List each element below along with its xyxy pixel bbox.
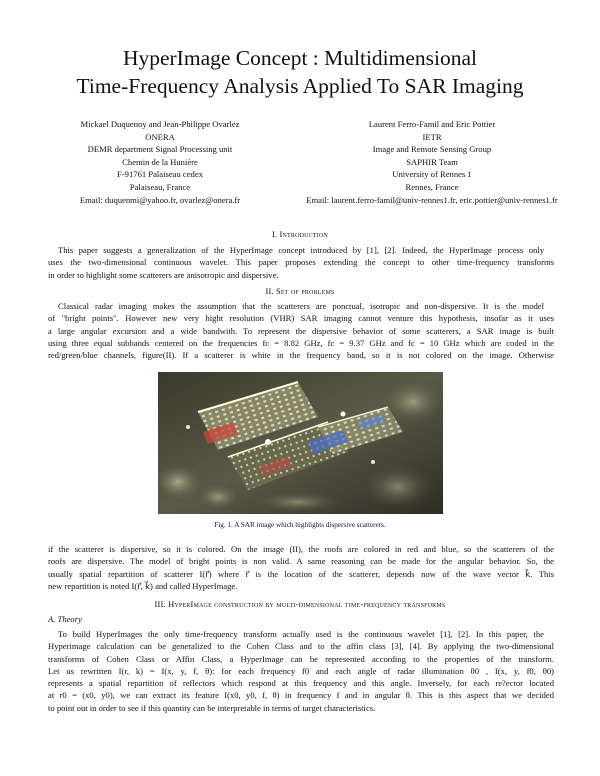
author-address: Chemin de la Hunière — [122, 156, 198, 167]
text-line: usually spatial repartition of scatterer I(r⃗) where r⃗ is the location of the scatterer, depends now of the wave vector k⃗. This — [48, 568, 554, 579]
text-line: in order to highlight some scatterers are anisotropic and dispersive. — [48, 269, 279, 280]
text-line: new repartition is noted I(r⃗, k⃗) and called HyperImage. — [48, 580, 238, 591]
section-heading-problems: II. Set of problems — [265, 287, 335, 296]
author-team: SAPHIR Team — [406, 156, 458, 167]
text-line: Hyperimage calculation can be generalized to the Cohen Class and to the affin class [3], [4]. By applying the two-dimensional — [48, 641, 554, 652]
problems-paragraph-continued — [48, 543, 554, 592]
author-block-left — [40, 118, 280, 206]
text-line: of "bright points". However new very hight resolution (VHR) SAR imaging cannot venture this hypothesis, insofar as it uses — [48, 313, 554, 324]
author-dept: DEMR department Signal Processing unit — [87, 144, 233, 155]
author-university: University of Rennes 1 — [392, 169, 472, 180]
section-heading-introduction: I. Introduction — [271, 230, 329, 239]
text-line: if the scatterer is dispersive, so it is colored. On the image (II), the roofs are colored in red and blue, so the scatterers of the — [48, 544, 554, 554]
author-dept: Image and Remote Sensing Group — [372, 144, 492, 155]
title-line-2: Time-Frequency Analysis Applied To SAR Imaging — [76, 74, 524, 98]
text-line: roofs are dispersive. The model of bright points is non valid. A same reasoning can be made for the angular behavior. So, the — [48, 556, 554, 567]
text-line: Classical radar imaging makes the assumption that the scatterers are ponctual, isotropic and non-dispersive. It is the model — [58, 301, 544, 311]
sar-image — [158, 372, 443, 514]
author-city: Rennes, France — [405, 181, 459, 192]
subsection-heading-theory: A. Theory — [48, 614, 82, 624]
author-org: IETR — [422, 131, 442, 142]
paper-title — [20, 44, 580, 100]
problems-paragraph — [48, 300, 554, 361]
sar-image-figure — [158, 372, 443, 514]
text-line: represents a spatial repartition of reflectors which respond at this frequency and this angle. Inversely, for each re?ector located — [48, 678, 554, 689]
text-line: transforms of Cohen Class or Affin Class, a HyperImage can be represented according to the properties of the transform. — [48, 653, 554, 664]
section-heading-construction: III. HyperImage construction by multi-dimensional time-frequency transforms — [154, 600, 446, 609]
title-line-1: HyperImage Concept : Multidimensional — [122, 46, 478, 70]
author-org: ONERA — [145, 131, 175, 142]
text-line: uses the two-dimensional continuous wavelet. This paper proposes extending the concept to other time-frequency transforms — [48, 257, 554, 268]
author-block-right — [288, 118, 576, 206]
text-line: red/green/blue channels, figure(II). If a scatterer is white in the frequency band, so it is not colored on the image. Otherwise — [48, 350, 554, 361]
author-names: Laurent Ferro-Famil and Eric Pottier — [368, 119, 496, 129]
author-names: Mickael Duquenoy and Jean-Philippe Ovarlez — [80, 119, 240, 129]
text-line: a large angular excursion and a wide bandwith. To represent the dispersive behavior of some scatterers, a SAR image is built — [48, 325, 554, 336]
intro-paragraph — [48, 244, 554, 281]
text-line: To build HyperImages the only time-frequency transform actually used is the continuous wavelet [1], [2]. In this paper, the — [58, 629, 544, 639]
text-line: Let us rewritten I(r, k) = I(x, y, f, θ): for each frequency f0 and each angle of radar illumination θ0 , I(x, y, f0, θ0) — [48, 665, 554, 676]
author-email: Email: duquenmi@yahoo.fr, ovarlez@onera.fr — [79, 194, 241, 205]
text-line: to point out in order to see if this quantity can be interpretable in terms of target characteristics. — [48, 702, 376, 713]
text-line: using three equal subbands centered on the frequencies fc = 8.82 GHz, fc = 9.37 GHz and fc = 10 GHz which are coded in the — [48, 337, 554, 348]
figure-caption: Fig. 1. A SAR image which highlights dispersive scatterers. — [214, 521, 386, 529]
theory-paragraph — [48, 628, 554, 714]
author-address: Palaiseau, France — [129, 181, 191, 192]
author-email: Email: laurent.ferro-famil@univ-rennes1.fr, eric.pottier@univ-rennes1.fr — [306, 194, 558, 205]
text-line: This paper suggests a generalization of the HyperImage concept introduced by [1], [2]. Indeed, the HyperImage process only — [58, 245, 544, 255]
author-address: F-91761 Palaiseau cedex — [117, 169, 203, 180]
text-line: at r0 = (x0, y0), we can extract its feature I(x0, y0, f, θ) in frequency f and in angular θ. This is this aspect that we decided — [48, 690, 554, 701]
